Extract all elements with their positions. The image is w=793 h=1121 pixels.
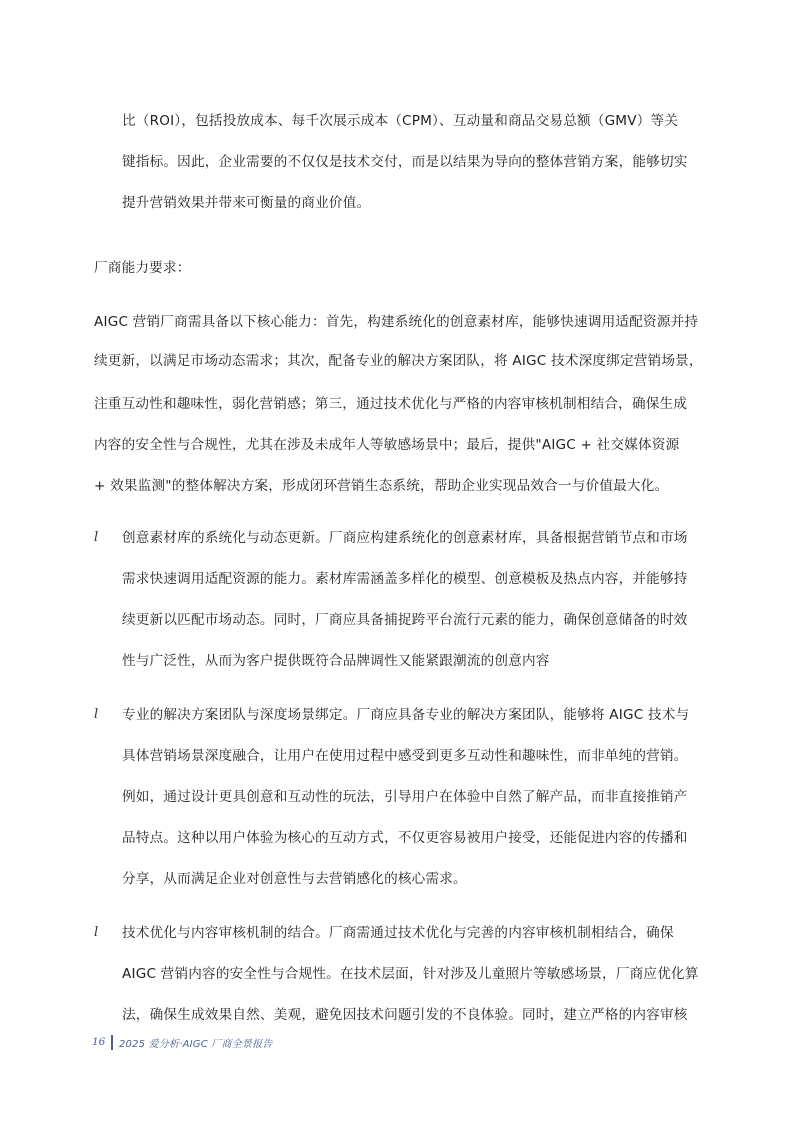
intro-line: 比（ROI），包括投放成本、每千次展示成本（CPM）、互动量和商品交易总额（GMV）等关 (122, 113, 679, 129)
bullet-line: 分享，从而满足企业对创意性与去营销感化的核心需求。 (122, 871, 467, 887)
bullet-line: AIGC 营销内容的安全性与合规性。在技术层面，针对涉及儿童照片等敏感场景，厂商应优化算 (122, 966, 699, 982)
bullet-line: 例如，通过设计更具创意和互动性的玩法，引导用户在体验中自然了解产品，而非直接推销产 (122, 789, 688, 805)
page-number: 16 (92, 1036, 106, 1048)
bullet-line: 性与广泛性，从而为客户提供既符合品牌调性又能紧跟潮流的创意内容 (122, 653, 550, 669)
bullet-line: 专业的解决方案团队与深度场景绑定。厂商应具备专业的解决方案团队，能够将 AIGC 技术与 (122, 707, 690, 723)
bullet-line: 具体营销场景深度融合，让用户在使用过程中感受到更多互动性和趣味性，而非单纯的营销。 (122, 748, 688, 764)
summary-line: 续更新，以满足市场动态需求；其次，配备专业的解决方案团队，将 AIGC 技术深度绑定营销场景， (94, 353, 703, 369)
footer-divider (111, 1035, 113, 1050)
bullet-marker: l (94, 530, 99, 545)
bullet-marker: l (94, 707, 99, 722)
summary-line: 注重互动性和趣味性，弱化营销感；第三，通过技术优化与严格的内容审核机制相结合，确保生成 (94, 396, 688, 412)
bullet-line: 续更新以匹配市场动态。同时，厂商应具备捕捉跨平台流行元素的能力，确保创意储备的时效 (122, 612, 688, 628)
summary-line: 内容的安全性与合规性，尤其在涉及未成年人等敏感场景中；最后，提供"AIGC + 社交媒体资源 (94, 437, 680, 453)
intro-line: 键指标。因此，企业需要的不仅仅是技术交付，而是以结果为导向的整体营销方案，能够切实 (122, 154, 688, 170)
bullet-line: 技术优化与内容审核机制的结合。厂商需通过技术优化与完善的内容审核机制相结合，确保 (122, 925, 674, 941)
section-heading: 厂商能力要求： (94, 260, 191, 276)
bullet-line: 创意素材库的系统化与动态更新。厂商应构建系统化的创意素材库，具备根据营销节点和市场 (122, 530, 688, 546)
bullet-line: 品特点。这种以用户体验为核心的互动方式，不仅更容易被用户接受，还能促进内容的传播和 (122, 830, 688, 846)
summary-line: AIGC 营销厂商需具备以下核心能力：首先，构建系统化的创意素材库，能够快速调用适配资源并持 (94, 314, 699, 330)
page-footer (92, 1034, 272, 1050)
bullet-line: 法，确保生成效果自然、美观，避免因技术问题引发的不良体验。同时，建立严格的内容审核 (122, 1007, 688, 1023)
summary-line: + 效果监测"的整体解决方案，形成闭环营销生态系统，帮助企业实现品效合一与价值最大化。 (94, 478, 669, 494)
bullet-line: 需求快速调用适配资源的能力。素材库需涵盖多样化的模型、创意模板及热点内容，并能够持 (122, 571, 688, 587)
report-title: 2025 爱分析·AIGC 厂商全景报告 (118, 1038, 273, 1050)
bullet-marker: l (94, 925, 99, 940)
intro-line: 提升营销效果并带来可衡量的商业价值。 (122, 195, 371, 211)
